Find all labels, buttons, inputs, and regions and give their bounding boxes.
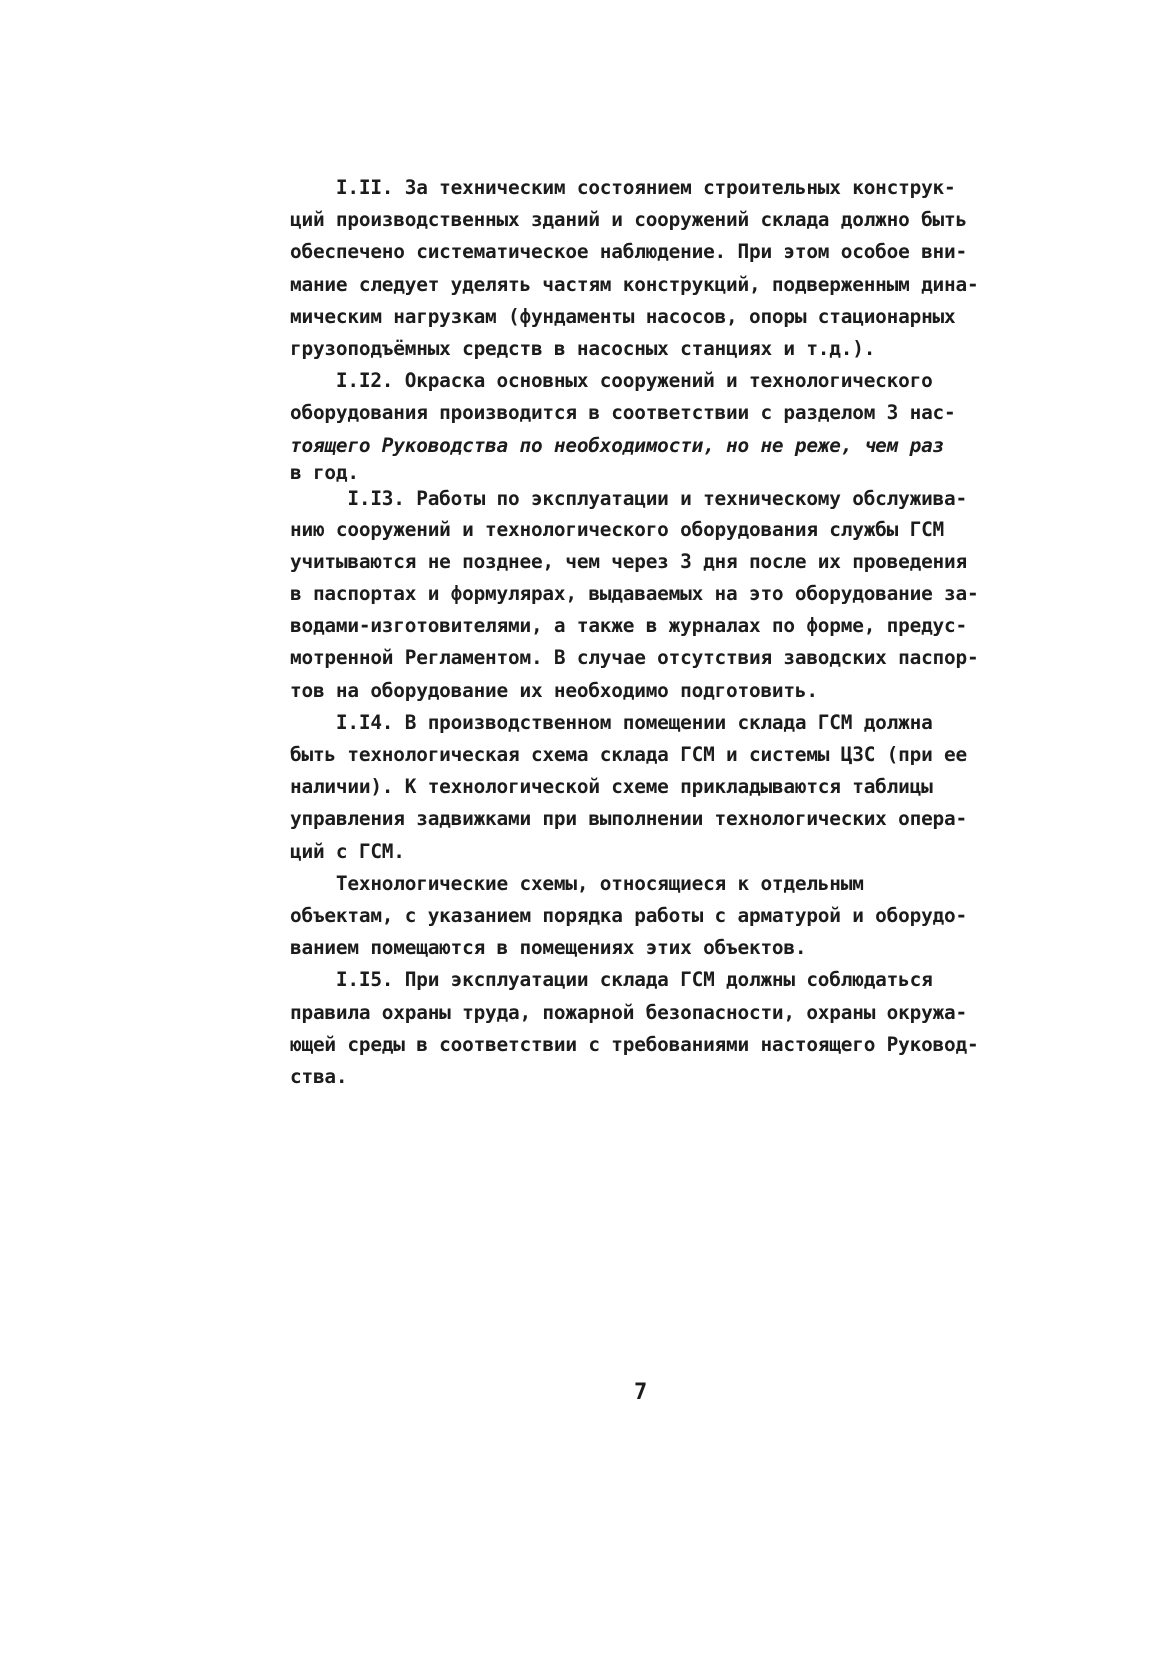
text-line: грузоподъёмных средств в насосных станциях и т.д.). xyxy=(290,336,876,360)
text-line: ванием помещаются в помещениях этих объектов. xyxy=(290,936,807,960)
text-line: I.I2. Окраска основных сооружений и технологического xyxy=(290,369,933,393)
text-line: тов на оборудование их необходимо подготовить. xyxy=(290,678,818,702)
text-line: Технологические схемы, относящиеся к отдельным xyxy=(290,871,864,895)
text-line: I.I4. В производственном помещении склада ГСМ должна xyxy=(290,710,933,734)
text-line: обеспечено систематическое наблюдение. При этом особое вни- xyxy=(290,240,967,264)
text-line: оборудования производится в соответствии с разделом 3 нас- xyxy=(290,401,956,425)
text-line: правила охраны труда, пожарной безопасности, охраны окружа- xyxy=(290,1000,967,1024)
text-line: ющей среды в соответствии с требованиями настоящего Руковод- xyxy=(290,1032,979,1056)
text-line: наличии). К технологической схеме прикладываются таблицы xyxy=(290,775,933,799)
text-line: в год. xyxy=(290,460,359,484)
text-line: учитываются не позднее, чем через 3 дня после их проведения xyxy=(290,549,967,573)
text-line: ций с ГСМ. xyxy=(290,839,405,863)
text-line: I.I3. Работы по эксплуатации и техническому обслужива- xyxy=(290,486,967,510)
text-line: I.II. За техническим состоянием строительных конструк- xyxy=(290,176,956,199)
text-line: водами-изготовителями, а также в журналах по форме, предус- xyxy=(290,614,967,638)
text-line: I.I5. При эксплуатации склада ГСМ должны соблюдаться xyxy=(290,968,933,992)
body-text xyxy=(290,172,1060,1093)
text-line: мание следует уделять частям конструкций, подверженным дина- xyxy=(290,272,979,296)
text-line: нию сооружений и технологического оборудования службы ГСМ xyxy=(290,517,945,541)
text-line: мотренной Регламентом. В случае отсутствия заводских паспор- xyxy=(290,646,979,670)
text-line: управления задвижками при выполнении технологических опера- xyxy=(290,807,967,831)
page-number: 7 xyxy=(634,1380,648,1405)
text-line: ций производственных зданий и сооружений склада должно быть xyxy=(290,208,967,232)
text-line: объектам, с указанием порядка работы с арматурой и оборудо- xyxy=(290,903,967,927)
text-line: тоящего Руководства по необходимости, но не реже, чем раз xyxy=(290,433,945,457)
text-line: быть технологическая схема склада ГСМ и системы ЦЗС (при ее xyxy=(290,743,967,766)
text-line: ства. xyxy=(290,1064,348,1088)
text-line: в паспортах и формулярах, выдаваемых на это оборудование за- xyxy=(290,582,979,606)
text-line: мическим нагрузкам (фундаменты насосов, опоры стационарных xyxy=(290,304,956,328)
